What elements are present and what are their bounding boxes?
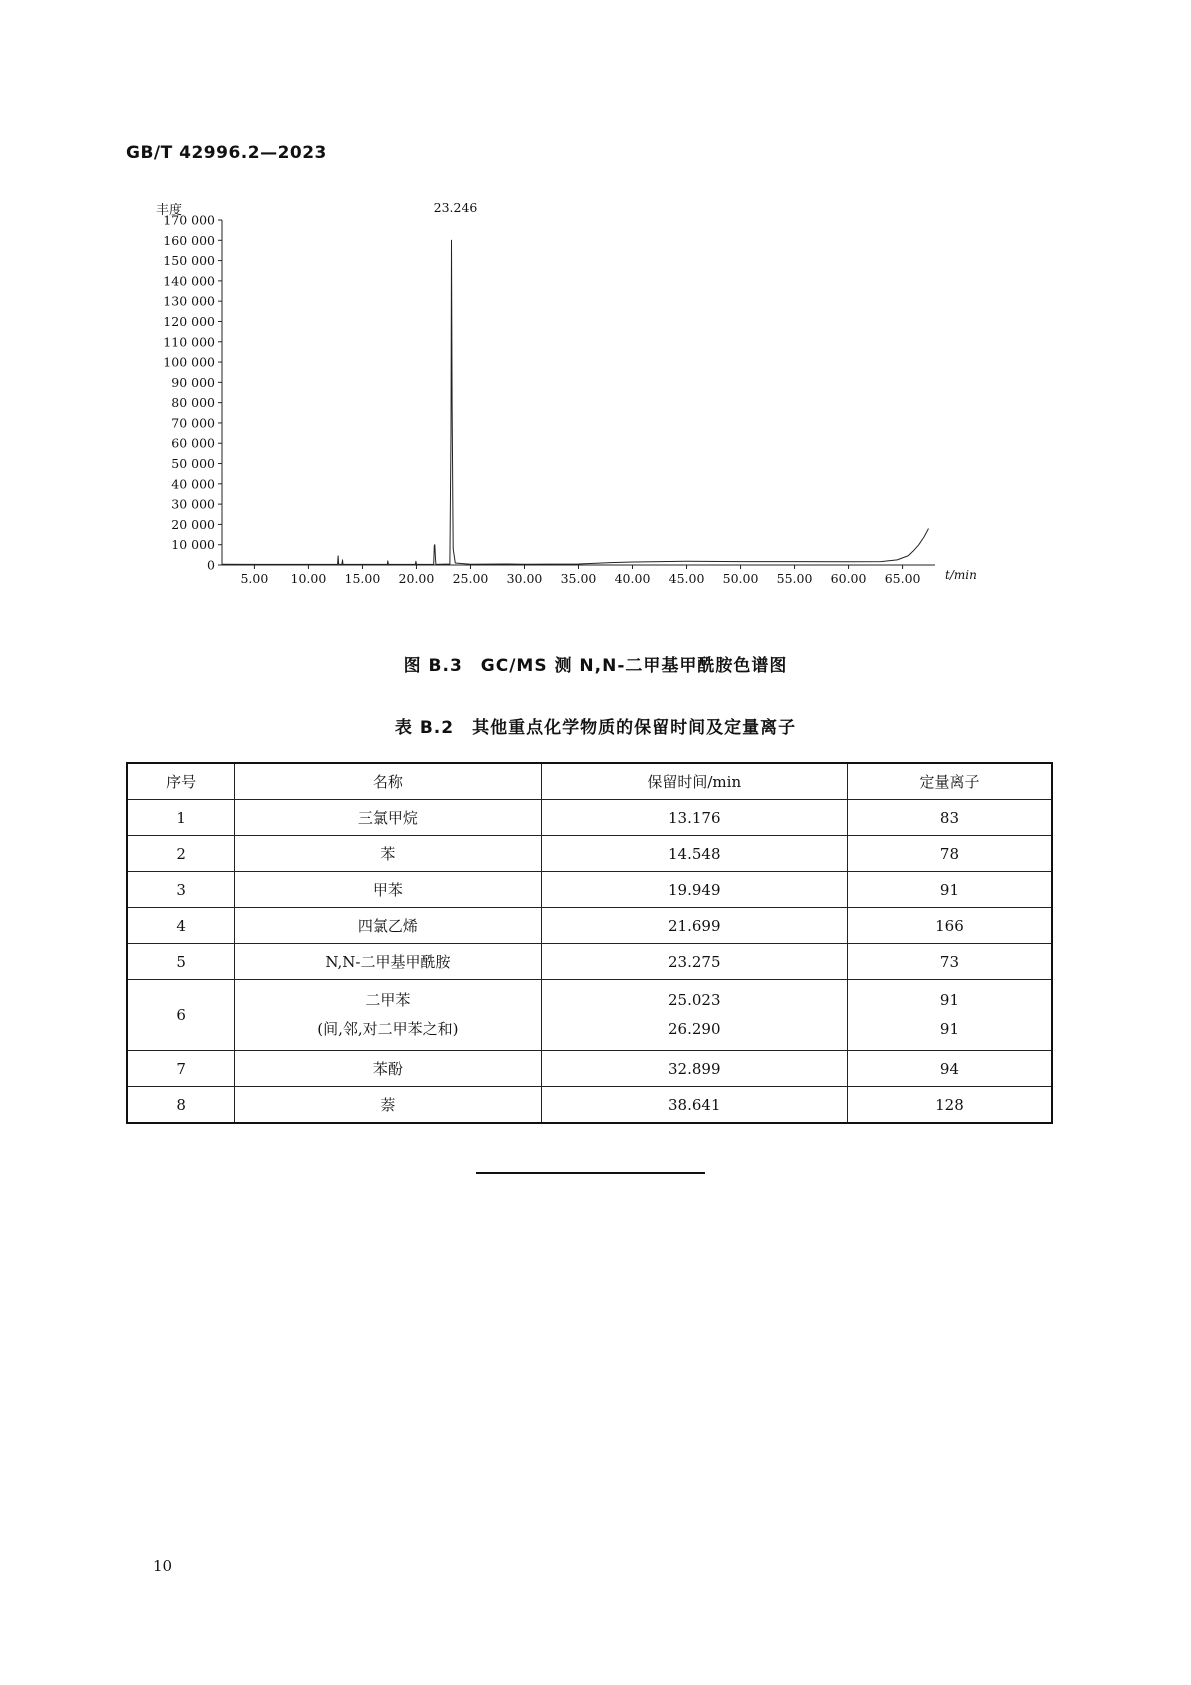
- y-tick-label: 90 000: [171, 374, 215, 390]
- x-tick-label: 60.00: [830, 571, 867, 586]
- x-tick-label: 20.00: [398, 571, 435, 586]
- standard-code: GB/T 42996.2—2023: [126, 143, 327, 163]
- cell-no: 8: [127, 1087, 235, 1124]
- y-tick-label: 120 000: [163, 313, 215, 329]
- cell-time: [541, 980, 847, 1051]
- cell-time: 32.899: [541, 1051, 847, 1087]
- y-axis-label: 丰度: [156, 203, 183, 218]
- chromatogram-trace: [222, 240, 929, 564]
- cell-time-line: 26.290: [668, 1020, 721, 1038]
- y-tick-label: 50 000: [171, 456, 215, 472]
- cell-ion: 94: [847, 1051, 1052, 1087]
- cell-time: 19.949: [541, 872, 847, 908]
- table-row: [127, 800, 1052, 836]
- x-tick-label: 55.00: [776, 571, 813, 586]
- cell-name: 三氯甲烷: [235, 800, 541, 836]
- cell-no: 7: [127, 1051, 235, 1087]
- x-axis-unit-label: t/min: [945, 568, 977, 582]
- cell-no: 2: [127, 836, 235, 872]
- cell-ion: [847, 980, 1052, 1051]
- x-tick-label: 5.00: [240, 571, 269, 586]
- y-tick-label: 40 000: [171, 476, 215, 492]
- cell-name: 苯: [235, 836, 541, 872]
- cell-ion: 73: [847, 944, 1052, 980]
- cell-ion-line: 91: [939, 1020, 959, 1038]
- chromatogram-svg: [140, 203, 1040, 633]
- x-tick-label: 45.00: [668, 571, 705, 586]
- cell-name: 苯酚: [235, 1051, 541, 1087]
- y-tick-label: 70 000: [171, 415, 215, 431]
- cell-ion: 91: [847, 872, 1052, 908]
- cell-time: 21.699: [541, 908, 847, 944]
- cell-no: 3: [127, 872, 235, 908]
- cell-no: 6: [127, 980, 235, 1051]
- header-time: 保留时间/min: [541, 763, 847, 800]
- x-tick-label: 15.00: [344, 571, 381, 586]
- table-row: [127, 872, 1052, 908]
- peak-label: 23.246: [433, 203, 478, 215]
- cell-time: 23.275: [541, 944, 847, 980]
- header-name: 名称: [235, 763, 541, 800]
- y-tick-label: 140 000: [163, 273, 215, 289]
- cell-name-note: (间,邻,对二甲苯之和): [317, 1020, 459, 1038]
- y-tick-label: 100 000: [163, 354, 215, 370]
- cell-no: 1: [127, 800, 235, 836]
- x-tick-label: 40.00: [614, 571, 651, 586]
- y-tick-label: 130 000: [163, 293, 215, 309]
- cell-ion-line: 91: [939, 991, 959, 1009]
- table-caption: 表 B.2 其他重点化学物质的保留时间及定量离子: [394, 718, 797, 738]
- y-tick-label: 30 000: [171, 496, 215, 512]
- table-row: [127, 908, 1052, 944]
- chromatogram-chart: [140, 203, 1040, 633]
- cell-no: 5: [127, 944, 235, 980]
- x-tick-label: 35.00: [560, 571, 597, 586]
- table-header-row: [127, 763, 1052, 800]
- cell-name: 四氯乙烯: [235, 908, 541, 944]
- y-tick-label: 10 000: [171, 537, 215, 553]
- x-tick-label: 10.00: [290, 571, 327, 586]
- cell-name: N,N-二甲基甲酰胺: [235, 944, 541, 980]
- y-tick-label: 80 000: [171, 395, 215, 411]
- y-tick-label: 110 000: [163, 334, 215, 350]
- cell-name: 甲苯: [235, 872, 541, 908]
- x-tick-label: 65.00: [884, 571, 921, 586]
- y-tick-label: 170 000: [163, 212, 215, 228]
- header-ion: 定量离子: [847, 763, 1052, 800]
- cell-ion: 128: [847, 1087, 1052, 1124]
- cell-no: 4: [127, 908, 235, 944]
- y-tick-label: 20 000: [171, 516, 215, 532]
- cell-ion: 83: [847, 800, 1052, 836]
- table-row: [127, 1051, 1052, 1087]
- cell-time: 14.548: [541, 836, 847, 872]
- cell-time: 13.176: [541, 800, 847, 836]
- cell-time: 38.641: [541, 1087, 847, 1124]
- x-tick-label: 25.00: [452, 571, 489, 586]
- table-row: [127, 944, 1052, 980]
- figure-caption: 图 B.3 GC/MS 测 N,N-二甲基甲酰胺色谱图: [403, 656, 788, 676]
- header-no: 序号: [127, 763, 235, 800]
- y-tick-label: 0: [207, 557, 215, 573]
- end-rule: [476, 1172, 705, 1174]
- page-number: 10: [153, 1557, 173, 1575]
- y-tick-label: 150 000: [163, 253, 215, 269]
- cell-time-line: 25.023: [668, 991, 721, 1009]
- table-row: [127, 1087, 1052, 1124]
- cell-name: [235, 980, 541, 1051]
- retention-table: [126, 762, 1053, 1124]
- cell-name-line: 二甲苯: [365, 991, 411, 1009]
- table-row: [127, 836, 1052, 872]
- x-tick-label: 50.00: [722, 571, 759, 586]
- x-tick-label: 30.00: [506, 571, 543, 586]
- cell-name: 萘: [235, 1087, 541, 1124]
- cell-ion: 166: [847, 908, 1052, 944]
- y-tick-label: 160 000: [163, 232, 215, 248]
- y-tick-label: 60 000: [171, 435, 215, 451]
- table-row: [127, 980, 1052, 1051]
- cell-ion: 78: [847, 836, 1052, 872]
